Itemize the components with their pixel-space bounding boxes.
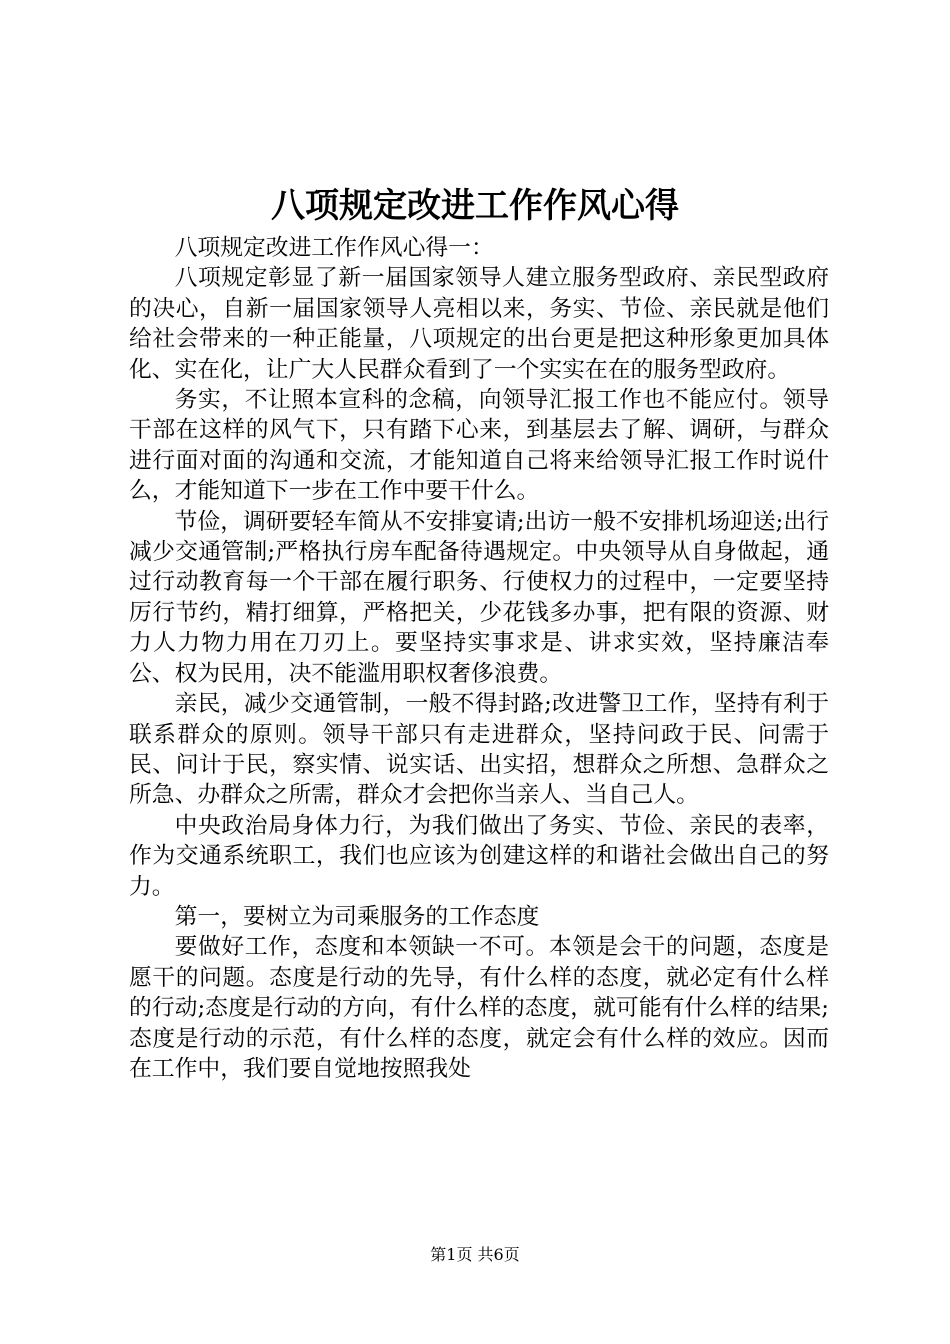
page-number-footer: 第1页 共6页 bbox=[430, 1245, 520, 1264]
paragraph: 务实，不让照本宣科的念稿，向领导汇报工作也不能应付。领导干部在这样的风气下，只有踏下心来，到基层去了解、调研，与群众进行面对面的沟通和交流，才能知道自己将来给领导汇报工作时说什么，才能知道下一步在工作中要干什么。 bbox=[129, 387, 829, 505]
paragraph-heading: 第一，要树立为司乘服务的工作态度 bbox=[174, 903, 540, 930]
document-title: 八项规定改进工作作风心得 bbox=[271, 186, 679, 226]
paragraph: 中央政治局身体力行，为我们做出了务实、节俭、亲民的表率，作为交通系统职工，我们也应该为创建这样的和谐社会做出自己的努力。 bbox=[129, 812, 829, 900]
paragraph-subtitle: 八项规定改进工作作风心得一： bbox=[174, 235, 494, 261]
paragraph: 亲民，减少交通管制，一般不得封路;改进警卫工作，坚持有利于联系群众的原则。领导干部只有走进群众，坚持问政于民、问需于民、问计于民，察实情、说实话、出实招，想群众之所想、急群众之所急、办群众之所需，群众才会把你当亲人、当自己人。 bbox=[129, 691, 829, 809]
paragraph: 节俭，调研要轻车简从不安排宴请;出访一般不安排机场迎送;出行减少交通管制;严格执行房车配备待遇规定。中央领导从自身做起，通过行动教育每一个干部在履行职务、行使权力的过程中，一定要坚持厉行节约，精打细算，严格把关，少花钱多办事，把有限的资源、财力人力物力用在刀刃上。要坚持实事求是、讲求实效，坚持廉洁奉公、权为民用，决不能滥用职权奢侈浪费。 bbox=[129, 508, 829, 687]
document-body bbox=[129, 233, 829, 1084]
paragraph: 要做好工作，态度和本领缺一不可。本领是会干的问题，态度是愿干的问题。态度是行动的先导，有什么样的态度，就必定有什么样的行动;态度是行动的方向，有什么样的态度，就可能有什么样的结果;态度是行动的示范，有什么样的态度，就定会有什么样的效应。因而在工作中，我们要自觉地按照我处 bbox=[129, 934, 829, 1082]
paragraph: 八项规定彰显了新一届国家领导人建立服务型政府、亲民型政府的决心，自新一届国家领导人亮相以来，务实、节俭、亲民就是他们给社会带来的一种正能量，八项规定的出台更是把这种形象更加具体化、实在化，让广大人民群众看到了一个实实在在的服务型政府。 bbox=[129, 265, 829, 383]
